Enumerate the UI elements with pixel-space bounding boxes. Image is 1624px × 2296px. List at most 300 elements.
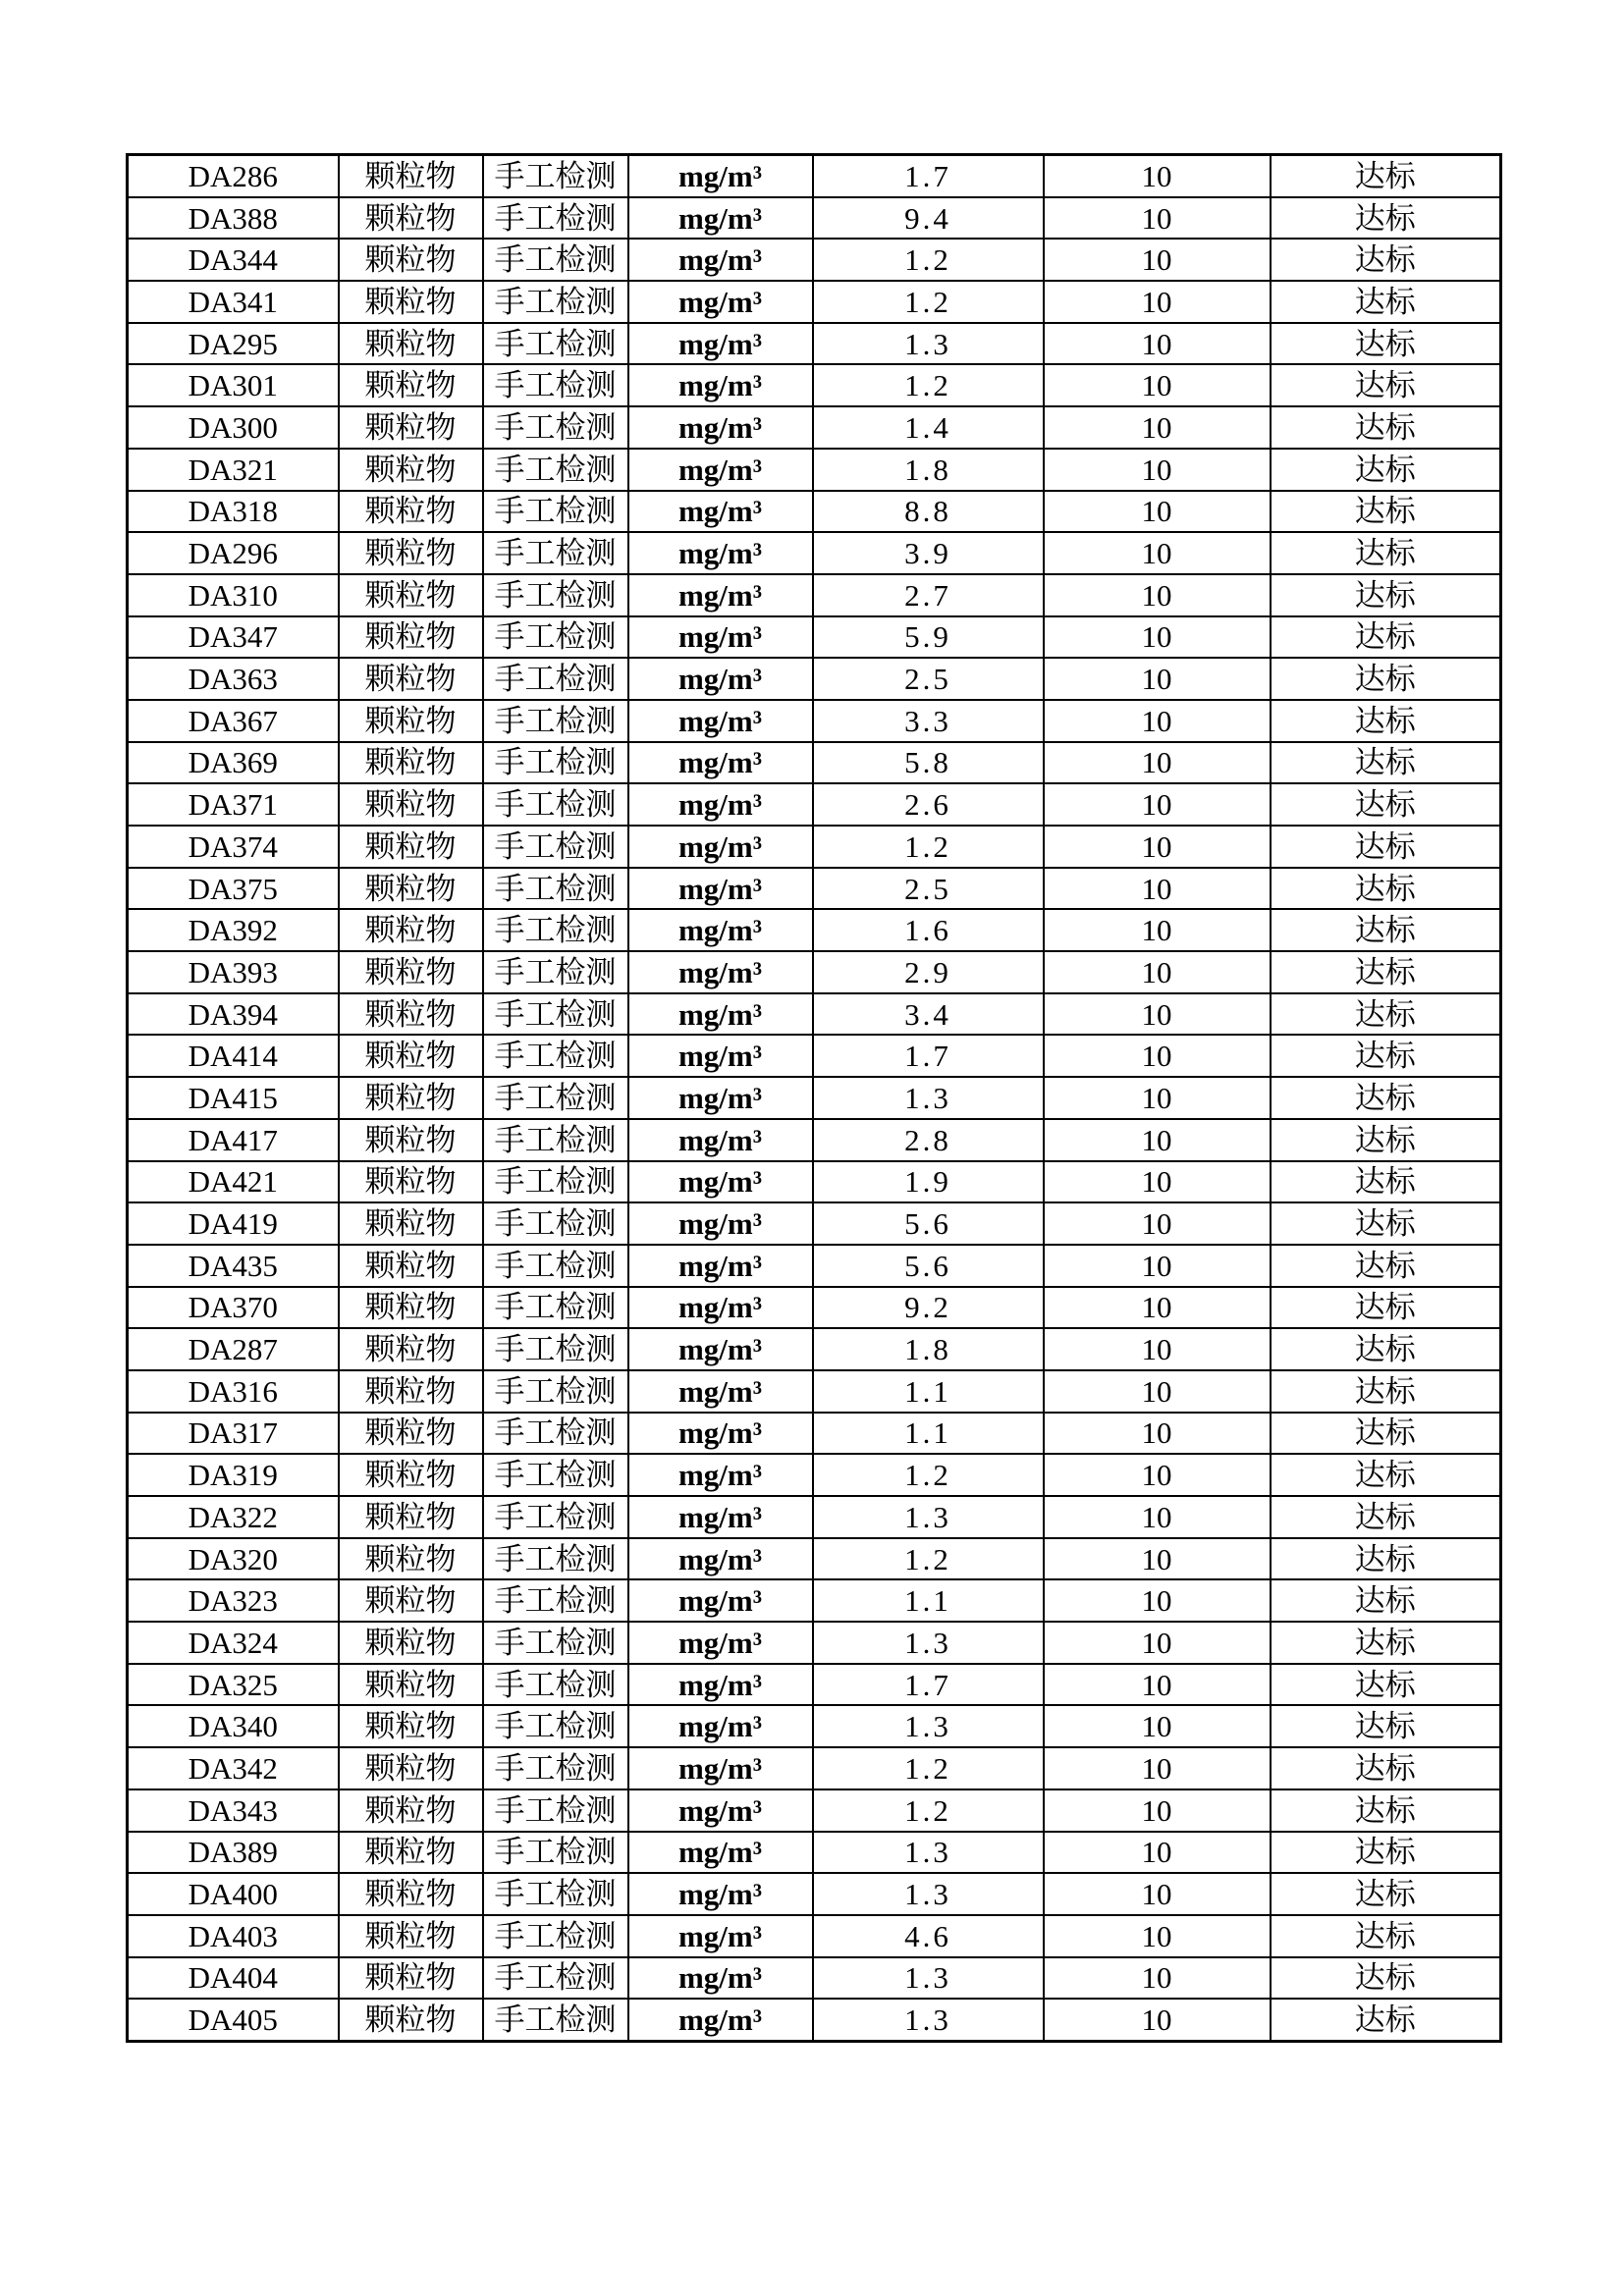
cell-concentration-value: 1.1 <box>813 1579 1044 1622</box>
cell-pollutant: 颗粒物 <box>339 574 483 616</box>
cell-compliance-status: 达标 <box>1271 1035 1501 1077</box>
cell-outlet-id: DA310 <box>128 574 339 616</box>
cell-concentration-value: 1.3 <box>813 1077 1044 1119</box>
cell-outlet-id: DA370 <box>128 1287 339 1329</box>
cell-concentration-value: 1.2 <box>813 281 1044 323</box>
cell-limit-value: 10 <box>1044 449 1271 491</box>
cell-unit: mg/m³ <box>628 951 813 993</box>
cell-pollutant: 颗粒物 <box>339 1202 483 1245</box>
cell-compliance-status: 达标 <box>1271 951 1501 993</box>
cell-monitoring-method: 手工检测 <box>483 1035 628 1077</box>
cell-pollutant: 颗粒物 <box>339 616 483 659</box>
cell-compliance-status: 达标 <box>1271 1538 1501 1580</box>
table-row <box>128 1119 1501 1161</box>
cell-limit-value: 10 <box>1044 993 1271 1036</box>
cell-concentration-value: 3.4 <box>813 993 1044 1036</box>
table-row <box>128 1245 1501 1287</box>
cell-outlet-id: DA323 <box>128 1579 339 1622</box>
cell-pollutant: 颗粒物 <box>339 1370 483 1413</box>
cell-limit-value: 10 <box>1044 826 1271 868</box>
cell-concentration-value: 1.9 <box>813 1161 1044 1203</box>
cell-unit: mg/m³ <box>628 281 813 323</box>
cell-compliance-status: 达标 <box>1271 364 1501 406</box>
cell-compliance-status: 达标 <box>1271 1999 1501 2041</box>
cell-pollutant: 颗粒物 <box>339 1915 483 1957</box>
cell-outlet-id: DA340 <box>128 1705 339 1747</box>
cell-unit: mg/m³ <box>628 1705 813 1747</box>
cell-outlet-id: DA322 <box>128 1496 339 1538</box>
cell-monitoring-method: 手工检测 <box>483 1202 628 1245</box>
cell-pollutant: 颗粒物 <box>339 1454 483 1496</box>
cell-limit-value: 10 <box>1044 700 1271 742</box>
table-row <box>128 406 1501 449</box>
cell-concentration-value: 9.2 <box>813 1287 1044 1329</box>
cell-limit-value: 10 <box>1044 1999 1271 2041</box>
cell-monitoring-method: 手工检测 <box>483 1496 628 1538</box>
cell-pollutant: 颗粒物 <box>339 993 483 1036</box>
cell-compliance-status: 达标 <box>1271 1454 1501 1496</box>
cell-unit: mg/m³ <box>628 1789 813 1832</box>
cell-compliance-status: 达标 <box>1271 1413 1501 1455</box>
cell-monitoring-method: 手工检测 <box>483 742 628 784</box>
cell-concentration-value: 1.2 <box>813 364 1044 406</box>
cell-monitoring-method: 手工检测 <box>483 1119 628 1161</box>
cell-unit: mg/m³ <box>628 1202 813 1245</box>
cell-concentration-value: 1.7 <box>813 155 1044 197</box>
cell-pollutant: 颗粒物 <box>339 1161 483 1203</box>
cell-limit-value: 10 <box>1044 1328 1271 1370</box>
cell-concentration-value: 1.7 <box>813 1664 1044 1706</box>
table-row <box>128 868 1501 910</box>
cell-outlet-id: DA287 <box>128 1328 339 1370</box>
table-row <box>128 491 1501 533</box>
table-row <box>128 1705 1501 1747</box>
cell-unit: mg/m³ <box>628 1957 813 2000</box>
cell-limit-value: 10 <box>1044 1747 1271 1789</box>
cell-pollutant: 颗粒物 <box>339 1873 483 1915</box>
cell-concentration-value: 1.6 <box>813 909 1044 951</box>
cell-unit: mg/m³ <box>628 1496 813 1538</box>
cell-outlet-id: DA388 <box>128 197 339 240</box>
cell-pollutant: 颗粒物 <box>339 532 483 574</box>
emissions-monitoring-table <box>126 153 1502 2043</box>
cell-unit: mg/m³ <box>628 1413 813 1455</box>
cell-pollutant: 颗粒物 <box>339 1832 483 1874</box>
table-row <box>128 1161 1501 1203</box>
cell-limit-value: 10 <box>1044 1287 1271 1329</box>
cell-unit: mg/m³ <box>628 909 813 951</box>
cell-monitoring-method: 手工检测 <box>483 1664 628 1706</box>
table-row <box>128 532 1501 574</box>
table-row <box>128 1202 1501 1245</box>
cell-monitoring-method: 手工检测 <box>483 323 628 365</box>
cell-pollutant: 颗粒物 <box>339 155 483 197</box>
cell-compliance-status: 达标 <box>1271 1287 1501 1329</box>
cell-pollutant: 颗粒物 <box>339 1328 483 1370</box>
cell-pollutant: 颗粒物 <box>339 783 483 826</box>
cell-monitoring-method: 手工检测 <box>483 1579 628 1622</box>
cell-monitoring-method: 手工检测 <box>483 909 628 951</box>
cell-unit: mg/m³ <box>628 783 813 826</box>
cell-monitoring-method: 手工检测 <box>483 406 628 449</box>
cell-pollutant: 颗粒物 <box>339 491 483 533</box>
table-row <box>128 783 1501 826</box>
cell-unit: mg/m³ <box>628 742 813 784</box>
cell-pollutant: 颗粒物 <box>339 658 483 700</box>
cell-pollutant: 颗粒物 <box>339 1957 483 2000</box>
cell-outlet-id: DA405 <box>128 1999 339 2041</box>
cell-pollutant: 颗粒物 <box>339 1747 483 1789</box>
cell-outlet-id: DA344 <box>128 239 339 281</box>
cell-unit: mg/m³ <box>628 1370 813 1413</box>
table-row <box>128 1999 1501 2041</box>
cell-unit: mg/m³ <box>628 532 813 574</box>
cell-outlet-id: DA316 <box>128 1370 339 1413</box>
cell-monitoring-method: 手工检测 <box>483 1538 628 1580</box>
cell-outlet-id: DA400 <box>128 1873 339 1915</box>
cell-compliance-status: 达标 <box>1271 155 1501 197</box>
cell-limit-value: 10 <box>1044 1538 1271 1580</box>
cell-outlet-id: DA295 <box>128 323 339 365</box>
cell-monitoring-method: 手工检测 <box>483 1328 628 1370</box>
cell-compliance-status: 达标 <box>1271 1579 1501 1622</box>
cell-outlet-id: DA394 <box>128 993 339 1036</box>
cell-unit: mg/m³ <box>628 1454 813 1496</box>
cell-compliance-status: 达标 <box>1271 1789 1501 1832</box>
cell-unit: mg/m³ <box>628 197 813 240</box>
cell-unit: mg/m³ <box>628 155 813 197</box>
cell-unit: mg/m³ <box>628 406 813 449</box>
cell-concentration-value: 3.9 <box>813 532 1044 574</box>
cell-monitoring-method: 手工检测 <box>483 239 628 281</box>
cell-monitoring-method: 手工检测 <box>483 1454 628 1496</box>
cell-limit-value: 10 <box>1044 1705 1271 1747</box>
cell-monitoring-method: 手工检测 <box>483 951 628 993</box>
cell-outlet-id: DA347 <box>128 616 339 659</box>
cell-outlet-id: DA324 <box>128 1622 339 1664</box>
cell-compliance-status: 达标 <box>1271 406 1501 449</box>
cell-limit-value: 10 <box>1044 616 1271 659</box>
cell-concentration-value: 1.2 <box>813 826 1044 868</box>
cell-concentration-value: 1.2 <box>813 1454 1044 1496</box>
table-row <box>128 1077 1501 1119</box>
cell-compliance-status: 达标 <box>1271 1119 1501 1161</box>
cell-compliance-status: 达标 <box>1271 1915 1501 1957</box>
cell-unit: mg/m³ <box>628 1915 813 1957</box>
cell-unit: mg/m³ <box>628 1161 813 1203</box>
cell-pollutant: 颗粒物 <box>339 1035 483 1077</box>
cell-pollutant: 颗粒物 <box>339 909 483 951</box>
table-row <box>128 1538 1501 1580</box>
cell-concentration-value: 1.3 <box>813 323 1044 365</box>
cell-limit-value: 10 <box>1044 574 1271 616</box>
cell-compliance-status: 达标 <box>1271 1832 1501 1874</box>
cell-monitoring-method: 手工检测 <box>483 783 628 826</box>
cell-unit: mg/m³ <box>628 1287 813 1329</box>
cell-unit: mg/m³ <box>628 574 813 616</box>
cell-outlet-id: DA389 <box>128 1832 339 1874</box>
cell-limit-value: 10 <box>1044 783 1271 826</box>
table-row <box>128 1789 1501 1832</box>
cell-unit: mg/m³ <box>628 868 813 910</box>
table-row <box>128 1579 1501 1622</box>
table-row <box>128 449 1501 491</box>
cell-outlet-id: DA393 <box>128 951 339 993</box>
cell-monitoring-method: 手工检测 <box>483 1747 628 1789</box>
cell-unit: mg/m³ <box>628 323 813 365</box>
cell-limit-value: 10 <box>1044 1370 1271 1413</box>
cell-compliance-status: 达标 <box>1271 658 1501 700</box>
cell-limit-value: 10 <box>1044 532 1271 574</box>
cell-outlet-id: DA301 <box>128 364 339 406</box>
cell-concentration-value: 1.2 <box>813 1538 1044 1580</box>
cell-concentration-value: 1.2 <box>813 239 1044 281</box>
cell-limit-value: 10 <box>1044 239 1271 281</box>
cell-pollutant: 颗粒物 <box>339 406 483 449</box>
cell-concentration-value: 4.6 <box>813 1915 1044 1957</box>
cell-compliance-status: 达标 <box>1271 909 1501 951</box>
table-row <box>128 616 1501 659</box>
table-row <box>128 700 1501 742</box>
cell-limit-value: 10 <box>1044 1664 1271 1706</box>
cell-unit: mg/m³ <box>628 1538 813 1580</box>
cell-compliance-status: 达标 <box>1271 1245 1501 1287</box>
table-row <box>128 155 1501 197</box>
cell-concentration-value: 1.1 <box>813 1370 1044 1413</box>
cell-concentration-value: 1.7 <box>813 1035 1044 1077</box>
cell-pollutant: 颗粒物 <box>339 1664 483 1706</box>
cell-outlet-id: DA392 <box>128 909 339 951</box>
table-row <box>128 1035 1501 1077</box>
cell-compliance-status: 达标 <box>1271 826 1501 868</box>
cell-concentration-value: 5.6 <box>813 1202 1044 1245</box>
cell-concentration-value: 5.9 <box>813 616 1044 659</box>
table-row <box>128 323 1501 365</box>
cell-unit: mg/m³ <box>628 826 813 868</box>
cell-pollutant: 颗粒物 <box>339 951 483 993</box>
table-row <box>128 742 1501 784</box>
cell-limit-value: 10 <box>1044 1915 1271 1957</box>
cell-concentration-value: 3.3 <box>813 700 1044 742</box>
cell-unit: mg/m³ <box>628 239 813 281</box>
monitoring-table-body <box>128 155 1501 2042</box>
cell-outlet-id: DA421 <box>128 1161 339 1203</box>
cell-monitoring-method: 手工检测 <box>483 364 628 406</box>
cell-outlet-id: DA363 <box>128 658 339 700</box>
cell-limit-value: 10 <box>1044 1789 1271 1832</box>
cell-monitoring-method: 手工检测 <box>483 574 628 616</box>
cell-pollutant: 颗粒物 <box>339 1622 483 1664</box>
cell-compliance-status: 达标 <box>1271 616 1501 659</box>
cell-monitoring-method: 手工检测 <box>483 532 628 574</box>
cell-limit-value: 10 <box>1044 1832 1271 1874</box>
cell-compliance-status: 达标 <box>1271 491 1501 533</box>
table-row <box>128 1957 1501 2000</box>
cell-outlet-id: DA286 <box>128 155 339 197</box>
cell-concentration-value: 9.4 <box>813 197 1044 240</box>
cell-compliance-status: 达标 <box>1271 574 1501 616</box>
cell-limit-value: 10 <box>1044 1873 1271 1915</box>
cell-outlet-id: DA325 <box>128 1664 339 1706</box>
cell-limit-value: 10 <box>1044 1957 1271 2000</box>
cell-outlet-id: DA403 <box>128 1915 339 1957</box>
cell-limit-value: 10 <box>1044 1161 1271 1203</box>
cell-outlet-id: DA404 <box>128 1957 339 2000</box>
table-row <box>128 826 1501 868</box>
cell-compliance-status: 达标 <box>1271 1161 1501 1203</box>
cell-concentration-value: 2.6 <box>813 783 1044 826</box>
cell-pollutant: 颗粒物 <box>339 826 483 868</box>
cell-pollutant: 颗粒物 <box>339 868 483 910</box>
cell-limit-value: 10 <box>1044 1454 1271 1496</box>
cell-pollutant: 颗粒物 <box>339 742 483 784</box>
cell-unit: mg/m³ <box>628 1747 813 1789</box>
cell-limit-value: 10 <box>1044 868 1271 910</box>
cell-concentration-value: 1.3 <box>813 1705 1044 1747</box>
cell-limit-value: 10 <box>1044 1245 1271 1287</box>
cell-outlet-id: DA317 <box>128 1413 339 1455</box>
cell-compliance-status: 达标 <box>1271 1370 1501 1413</box>
cell-unit: mg/m³ <box>628 364 813 406</box>
cell-limit-value: 10 <box>1044 1496 1271 1538</box>
cell-concentration-value: 8.8 <box>813 491 1044 533</box>
table-row <box>128 1832 1501 1874</box>
cell-unit: mg/m³ <box>628 1579 813 1622</box>
cell-limit-value: 10 <box>1044 281 1271 323</box>
cell-pollutant: 颗粒物 <box>339 449 483 491</box>
cell-concentration-value: 1.8 <box>813 449 1044 491</box>
cell-monitoring-method: 手工检测 <box>483 1915 628 1957</box>
cell-monitoring-method: 手工检测 <box>483 1413 628 1455</box>
cell-monitoring-method: 手工检测 <box>483 1622 628 1664</box>
table-row <box>128 951 1501 993</box>
cell-concentration-value: 1.8 <box>813 1328 1044 1370</box>
cell-monitoring-method: 手工检测 <box>483 1705 628 1747</box>
cell-outlet-id: DA367 <box>128 700 339 742</box>
cell-monitoring-method: 手工检测 <box>483 281 628 323</box>
cell-outlet-id: DA300 <box>128 406 339 449</box>
cell-limit-value: 10 <box>1044 197 1271 240</box>
cell-monitoring-method: 手工检测 <box>483 616 628 659</box>
cell-monitoring-method: 手工检测 <box>483 1245 628 1287</box>
cell-monitoring-method: 手工检测 <box>483 1832 628 1874</box>
table-row <box>128 1622 1501 1664</box>
cell-pollutant: 颗粒物 <box>339 1789 483 1832</box>
table-row <box>128 1370 1501 1413</box>
table-row <box>128 574 1501 616</box>
cell-limit-value: 10 <box>1044 909 1271 951</box>
cell-unit: mg/m³ <box>628 700 813 742</box>
cell-pollutant: 颗粒物 <box>339 1077 483 1119</box>
cell-limit-value: 10 <box>1044 951 1271 993</box>
cell-limit-value: 10 <box>1044 1077 1271 1119</box>
cell-pollutant: 颗粒物 <box>339 281 483 323</box>
cell-pollutant: 颗粒物 <box>339 1999 483 2041</box>
cell-compliance-status: 达标 <box>1271 1077 1501 1119</box>
cell-unit: mg/m³ <box>628 1035 813 1077</box>
cell-unit: mg/m³ <box>628 1245 813 1287</box>
cell-compliance-status: 达标 <box>1271 1664 1501 1706</box>
cell-concentration-value: 1.3 <box>813 1873 1044 1915</box>
cell-limit-value: 10 <box>1044 364 1271 406</box>
table-row <box>128 658 1501 700</box>
cell-pollutant: 颗粒物 <box>339 364 483 406</box>
cell-unit: mg/m³ <box>628 1873 813 1915</box>
table-row <box>128 1454 1501 1496</box>
cell-pollutant: 颗粒物 <box>339 323 483 365</box>
cell-concentration-value: 5.6 <box>813 1245 1044 1287</box>
cell-outlet-id: DA375 <box>128 868 339 910</box>
table-row <box>128 364 1501 406</box>
table-row <box>128 1915 1501 1957</box>
cell-outlet-id: DA417 <box>128 1119 339 1161</box>
cell-monitoring-method: 手工检测 <box>483 449 628 491</box>
cell-compliance-status: 达标 <box>1271 1957 1501 2000</box>
cell-concentration-value: 1.2 <box>813 1789 1044 1832</box>
cell-concentration-value: 1.3 <box>813 1622 1044 1664</box>
cell-unit: mg/m³ <box>628 993 813 1036</box>
cell-compliance-status: 达标 <box>1271 1705 1501 1747</box>
cell-outlet-id: DA374 <box>128 826 339 868</box>
cell-monitoring-method: 手工检测 <box>483 1999 628 2041</box>
cell-monitoring-method: 手工检测 <box>483 700 628 742</box>
table-row <box>128 1328 1501 1370</box>
cell-compliance-status: 达标 <box>1271 868 1501 910</box>
cell-pollutant: 颗粒物 <box>339 1287 483 1329</box>
cell-limit-value: 10 <box>1044 1202 1271 1245</box>
cell-limit-value: 10 <box>1044 658 1271 700</box>
cell-limit-value: 10 <box>1044 1622 1271 1664</box>
cell-outlet-id: DA318 <box>128 491 339 533</box>
cell-compliance-status: 达标 <box>1271 742 1501 784</box>
cell-compliance-status: 达标 <box>1271 1496 1501 1538</box>
table-row <box>128 1873 1501 1915</box>
cell-outlet-id: DA320 <box>128 1538 339 1580</box>
cell-pollutant: 颗粒物 <box>339 197 483 240</box>
cell-pollutant: 颗粒物 <box>339 1496 483 1538</box>
cell-compliance-status: 达标 <box>1271 1747 1501 1789</box>
cell-limit-value: 10 <box>1044 742 1271 784</box>
cell-concentration-value: 2.8 <box>813 1119 1044 1161</box>
cell-unit: mg/m³ <box>628 658 813 700</box>
cell-monitoring-method: 手工检测 <box>483 155 628 197</box>
cell-monitoring-method: 手工检测 <box>483 1873 628 1915</box>
cell-unit: mg/m³ <box>628 1119 813 1161</box>
cell-concentration-value: 2.7 <box>813 574 1044 616</box>
table-row <box>128 1664 1501 1706</box>
cell-unit: mg/m³ <box>628 1328 813 1370</box>
cell-unit: mg/m³ <box>628 491 813 533</box>
cell-outlet-id: DA343 <box>128 1789 339 1832</box>
cell-unit: mg/m³ <box>628 1622 813 1664</box>
cell-compliance-status: 达标 <box>1271 783 1501 826</box>
cell-pollutant: 颗粒物 <box>339 1705 483 1747</box>
cell-compliance-status: 达标 <box>1271 323 1501 365</box>
cell-compliance-status: 达标 <box>1271 281 1501 323</box>
table-row <box>128 197 1501 240</box>
cell-outlet-id: DA342 <box>128 1747 339 1789</box>
cell-monitoring-method: 手工检测 <box>483 1161 628 1203</box>
cell-unit: mg/m³ <box>628 616 813 659</box>
cell-pollutant: 颗粒物 <box>339 239 483 281</box>
cell-limit-value: 10 <box>1044 323 1271 365</box>
cell-limit-value: 10 <box>1044 155 1271 197</box>
cell-compliance-status: 达标 <box>1271 993 1501 1036</box>
cell-compliance-status: 达标 <box>1271 449 1501 491</box>
table-row <box>128 1747 1501 1789</box>
table-row <box>128 1287 1501 1329</box>
cell-pollutant: 颗粒物 <box>339 1245 483 1287</box>
